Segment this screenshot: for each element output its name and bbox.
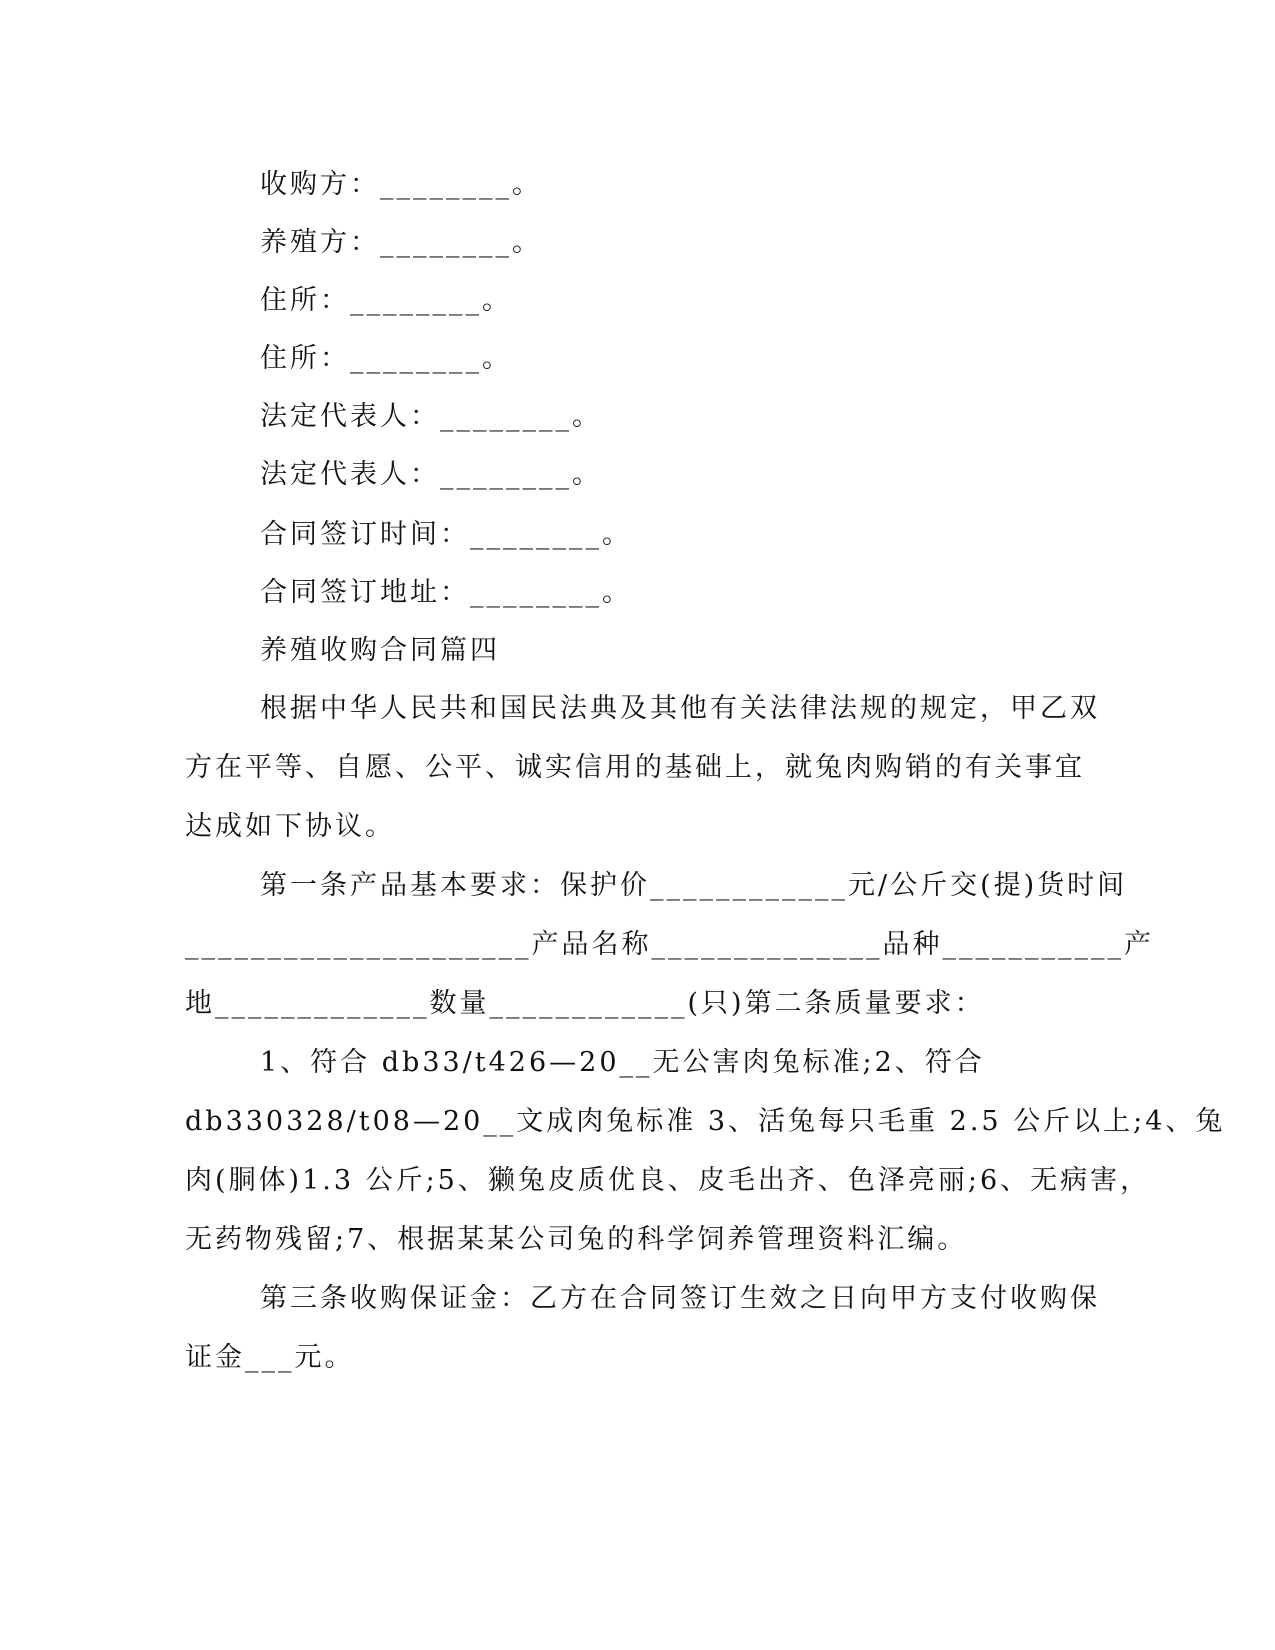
quality-line-2: db330328/t08—20__文成肉兔标准 3、活兔每只毛重 2.5 公斤以上;4、兔 [185, 1106, 1226, 1137]
article1-line-2: _____________________产品名称______________品种___________产 [185, 929, 1154, 960]
breeder-line: 养殖方：________。 [260, 227, 542, 258]
legal-rep-line-2: 法定代表人：________。 [260, 459, 602, 490]
preamble-line-2: 方在平等、自愿、公平、诚实信用的基础上，就兔肉购销的有关事宜 [185, 752, 1085, 783]
section-heading: 养殖收购合同篇四 [260, 635, 500, 666]
signing-time-line: 合同签订时间：________。 [260, 519, 632, 550]
address-line-1: 住所：________。 [260, 285, 512, 316]
quality-line-3: 肉(胴体)1.3 公斤;5、獭兔皮质优良、皮毛出齐、色泽亮丽;6、无病害， [185, 1165, 1151, 1196]
preamble-line-1: 根据中华人民共和国民法典及其他有关法律法规的规定，甲乙双 [260, 693, 1100, 724]
address-line-2: 住所：________。 [260, 343, 512, 374]
quality-line-1: 1、符合 db33/t426—20__无公害肉兔标准;2、符合 [260, 1047, 985, 1078]
preamble-line-3: 达成如下协议。 [185, 811, 395, 842]
article3-line-1: 第三条收购保证金：乙方在合同签订生效之日向甲方支付收购保 [260, 1283, 1100, 1314]
buyer-line: 收购方：________。 [260, 169, 542, 200]
article3-line-2: 证金___元。 [185, 1342, 355, 1373]
quality-line-4: 无药物残留;7、根据某某公司兔的科学饲养管理资料汇编。 [185, 1224, 968, 1255]
legal-rep-line-1: 法定代表人：________。 [260, 401, 602, 432]
signing-address-line: 合同签订地址：________。 [260, 577, 632, 608]
article1-line-3: 地_____________数量____________(只)第二条质量要求： [185, 988, 985, 1019]
article1-line-1: 第一条产品基本要求：保护价____________元/公斤交(提)货时间 [260, 870, 1128, 901]
